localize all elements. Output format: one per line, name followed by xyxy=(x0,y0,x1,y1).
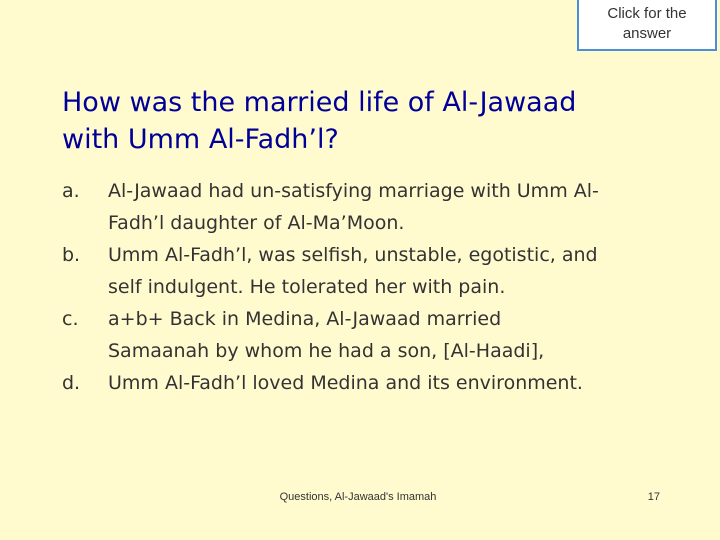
option-b xyxy=(62,239,672,303)
option-text xyxy=(108,239,672,303)
question-title-line2: with Umm Al-Fadh’l? xyxy=(62,124,339,155)
option-text-line: Al-Jawaad had un-satisfying marriage with Umm Al- xyxy=(108,180,599,202)
click-for-answer-button[interactable] xyxy=(577,0,717,51)
answer-button-label-line2: answer xyxy=(622,25,672,42)
option-a xyxy=(62,175,672,239)
question-title-line1: How was the married life of Al-Jawaad xyxy=(62,87,577,118)
answer-options-list xyxy=(62,175,672,399)
question-title xyxy=(62,84,682,158)
footer-text: Questions, Al-Jawaad's Imamah xyxy=(279,491,437,503)
option-marker: c. xyxy=(62,308,79,330)
option-text-line: Fadh’l daughter of Al-Ma’Moon. xyxy=(108,212,405,234)
option-c xyxy=(62,303,672,367)
option-text-line: Samaanah by whom he had a son, [Al-Haadi], xyxy=(108,340,545,362)
option-text-line: a+b+ Back in Medina, Al-Jawaad married xyxy=(108,308,502,330)
option-text xyxy=(108,367,672,399)
option-d xyxy=(62,367,672,399)
page-number: 17 xyxy=(647,491,660,503)
option-text-line: Umm Al-Fadh’l, was selfish, unstable, egotistic, and xyxy=(108,244,598,266)
option-text-line: Umm Al-Fadh’l loved Medina and its environment. xyxy=(108,372,583,394)
option-marker: b. xyxy=(62,244,81,266)
option-marker: a. xyxy=(62,180,80,202)
option-text xyxy=(108,175,672,239)
option-text xyxy=(108,303,672,367)
answer-button-label-line1: Click for the xyxy=(607,5,687,22)
option-text-line: self indulgent. He tolerated her with pain. xyxy=(108,276,506,298)
option-marker: d. xyxy=(62,372,81,394)
